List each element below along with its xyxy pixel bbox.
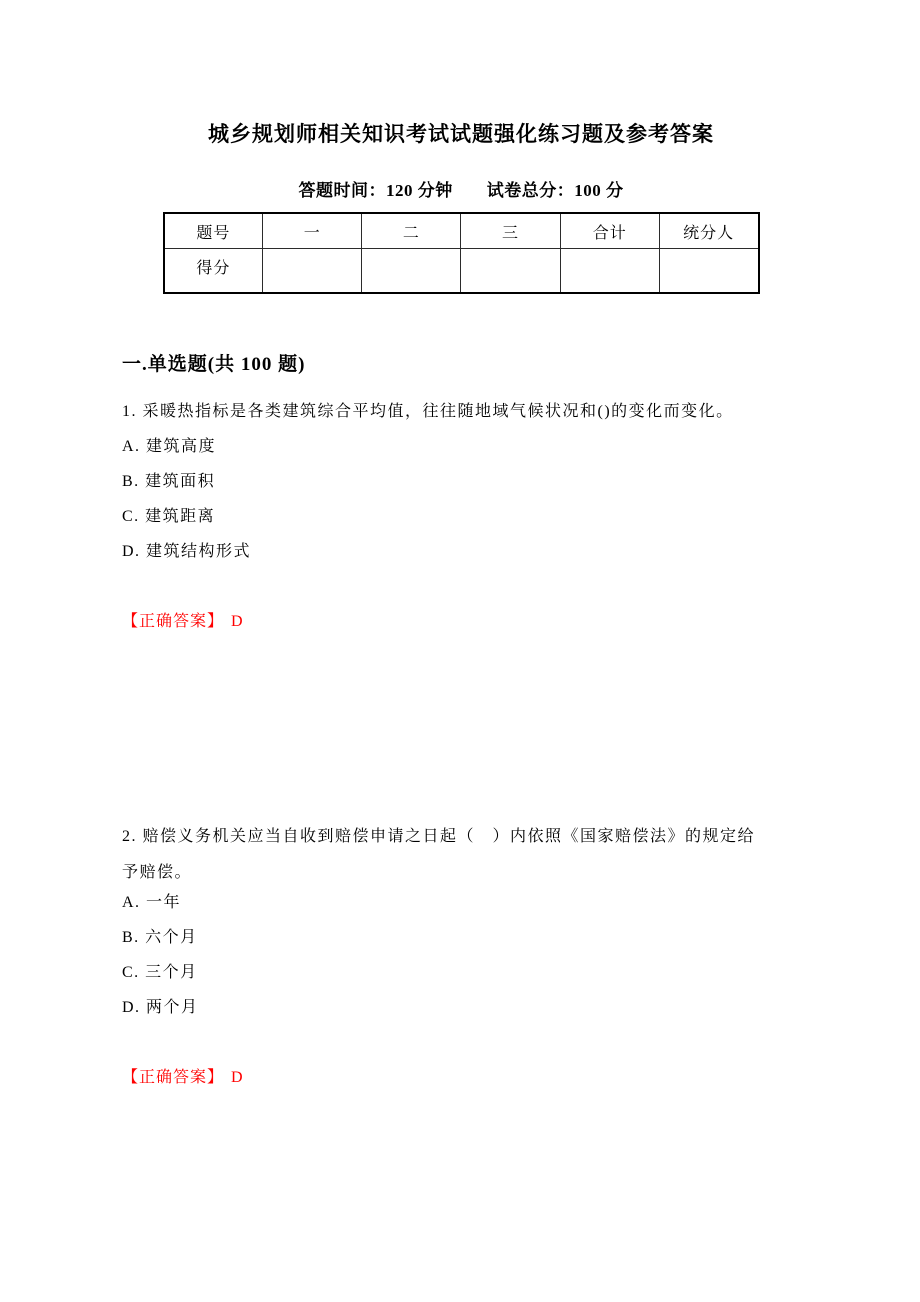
score-cell-empty (263, 248, 362, 293)
score-table-header-cell: 三 (461, 213, 560, 248)
option-d: D. 建筑结构形式 (122, 543, 252, 561)
option-b: B. 建筑面积 (122, 473, 216, 491)
correct-answer-line (122, 613, 800, 631)
score-cell-empty (659, 248, 758, 293)
score-cell-empty (560, 248, 659, 293)
exam-meta (122, 176, 800, 201)
option-b: B. 六个月 (122, 929, 198, 947)
exam-time-label: 答题时间：120 分钟 (298, 181, 453, 201)
option-a: A. 建筑高度 (122, 438, 217, 456)
score-table-header-cell: 合计 (560, 213, 659, 248)
section-heading: 一.单选题(共 100 题) (122, 354, 306, 376)
correct-answer-label: 【正确答案】 (122, 613, 225, 631)
score-table-header-cell: 一 (263, 213, 362, 248)
score-row-label: 得分 (164, 248, 263, 293)
correct-answer-label: 【正确答案】 (122, 1069, 225, 1087)
score-table-score-row (164, 248, 759, 293)
question-block-2 (122, 819, 800, 1087)
score-table-header-cell: 题号 (164, 213, 263, 248)
option-c: C. 三个月 (122, 964, 198, 982)
score-table-header-cell: 二 (362, 213, 461, 248)
score-cell-empty (362, 248, 461, 293)
option-a: A. 一年 (122, 894, 182, 912)
question-text: 2. 赔偿义务机关应当自收到赔偿申请之日起（ ）内依照《国家赔偿法》的规定给予赔偿。 (122, 828, 756, 882)
question-text: 1. 采暖热指标是各类建筑综合平均值，往往随地域气候状况和()的变化而变化。 (122, 403, 734, 421)
question-block-1 (122, 394, 800, 631)
exam-total-score-label: 试卷总分：100 分 (486, 181, 624, 201)
option-c: C. 建筑距离 (122, 508, 216, 526)
correct-answer-value: D (231, 613, 244, 631)
correct-answer-value: D (231, 1069, 244, 1087)
option-d: D. 两个月 (122, 999, 199, 1017)
page-title: 城乡规划师相关知识考试试题强化练习题及参考答案 (208, 122, 714, 146)
score-table-header-cell: 统分人 (659, 213, 758, 248)
score-table-header-row (164, 213, 759, 248)
score-table (163, 212, 760, 294)
correct-answer-line (122, 1069, 800, 1087)
score-cell-empty (461, 248, 560, 293)
